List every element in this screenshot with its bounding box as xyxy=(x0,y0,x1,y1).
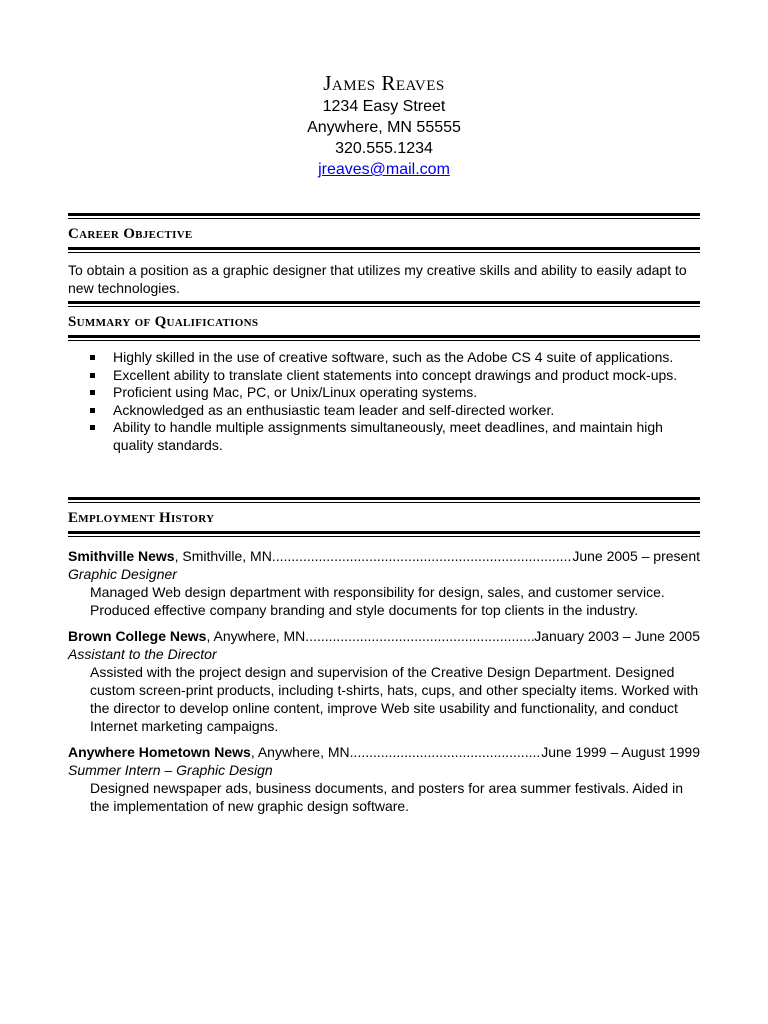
list-item: Highly skilled in the use of creative software, such as the Adobe CS 4 suite of applications. xyxy=(68,349,700,367)
employer-name: Smithville News xyxy=(68,548,175,564)
section-title: Employment History xyxy=(68,510,215,526)
job-title: Graphic Designer xyxy=(68,566,177,582)
section-rule-top xyxy=(68,213,700,216)
leader-dots xyxy=(272,547,573,565)
email-link[interactable]: jreaves@mail.com xyxy=(318,161,450,178)
job-header xyxy=(68,547,700,565)
section-title: Career Objective xyxy=(68,226,193,242)
job-description: Managed Web design department with responsibility for design, sales, and customer service. Produced effective company branding and style documents for top clients in the industry. xyxy=(90,584,665,618)
job-entry xyxy=(68,743,700,815)
list-item: Excellent ability to translate client statements into concept drawings and product mock-ups. xyxy=(68,367,700,385)
bullet-icon xyxy=(90,390,95,395)
section-rule-bottom xyxy=(68,335,700,338)
job-dates: June 1999 – August 1999 xyxy=(541,744,700,760)
leader-dots xyxy=(305,627,534,645)
resume-header xyxy=(0,70,768,180)
job-description: Assisted with the project design and supervision of the Creative Design Department. Designed custom screen-print products, including t-shirts, hats, cups, and other specialty items. Worked with the director to develop online content, improve Web site usability and functionality, and conduct Internet marketing campaigns. xyxy=(90,664,699,734)
job-description: Designed newspaper ads, business documents, and posters for area summer festivals. Aided in the implementation of new graphic design software. xyxy=(90,780,683,814)
employer-location: , Smithville, MN xyxy=(174,548,272,564)
list-item: Ability to handle multiple assignments simultaneously, meet deadlines, and maintain high quality standards. xyxy=(68,419,700,454)
street-address: 1234 Easy Street xyxy=(322,98,446,115)
section-rule-bottom-thin xyxy=(68,340,700,341)
employment-section xyxy=(68,497,700,815)
employer-location: , Anywhere, MN xyxy=(206,628,306,644)
qualifications-list xyxy=(68,349,700,454)
qualifications-section xyxy=(68,301,700,454)
list-item: Proficient using Mac, PC, or Unix/Linux operating systems. xyxy=(68,384,700,402)
employer-name: Anywhere Hometown News xyxy=(68,744,251,760)
objective-text: To obtain a position as a graphic designer that utilizes my creative skills and ability to easily adapt to new technologies. xyxy=(68,262,687,296)
job-entry xyxy=(68,547,700,619)
job-entry xyxy=(68,627,700,735)
section-rule-top xyxy=(68,301,700,304)
bullet-icon xyxy=(90,408,95,413)
job-title: Summer Intern – Graphic Design xyxy=(68,762,273,778)
job-dates: June 2005 – present xyxy=(572,548,700,564)
bullet-icon xyxy=(90,425,95,430)
job-header xyxy=(68,743,700,761)
leader-dots xyxy=(350,743,542,761)
employer-location: , Anywhere, MN xyxy=(250,744,350,760)
section-rule-bottom-thin xyxy=(68,252,700,253)
section-title: Summary of Qualifications xyxy=(68,314,259,330)
phone-number: 320.555.1234 xyxy=(335,140,433,157)
section-rule-bottom xyxy=(68,247,700,250)
section-rule-bottom xyxy=(68,531,700,534)
career-objective-section xyxy=(68,213,700,297)
bullet-icon xyxy=(90,373,95,378)
city-state-zip: Anywhere, MN 55555 xyxy=(307,119,461,136)
job-header xyxy=(68,627,700,645)
job-title: Assistant to the Director xyxy=(68,646,217,662)
section-rule-bottom-thin xyxy=(68,536,700,537)
list-item: Acknowledged as an enthusiastic team leader and self-directed worker. xyxy=(68,402,700,420)
job-dates: January 2003 – June 2005 xyxy=(534,628,700,644)
applicant-name: James Reaves xyxy=(323,71,445,95)
employer-name: Brown College News xyxy=(68,628,207,644)
section-rule-top xyxy=(68,497,700,500)
bullet-icon xyxy=(90,355,95,360)
